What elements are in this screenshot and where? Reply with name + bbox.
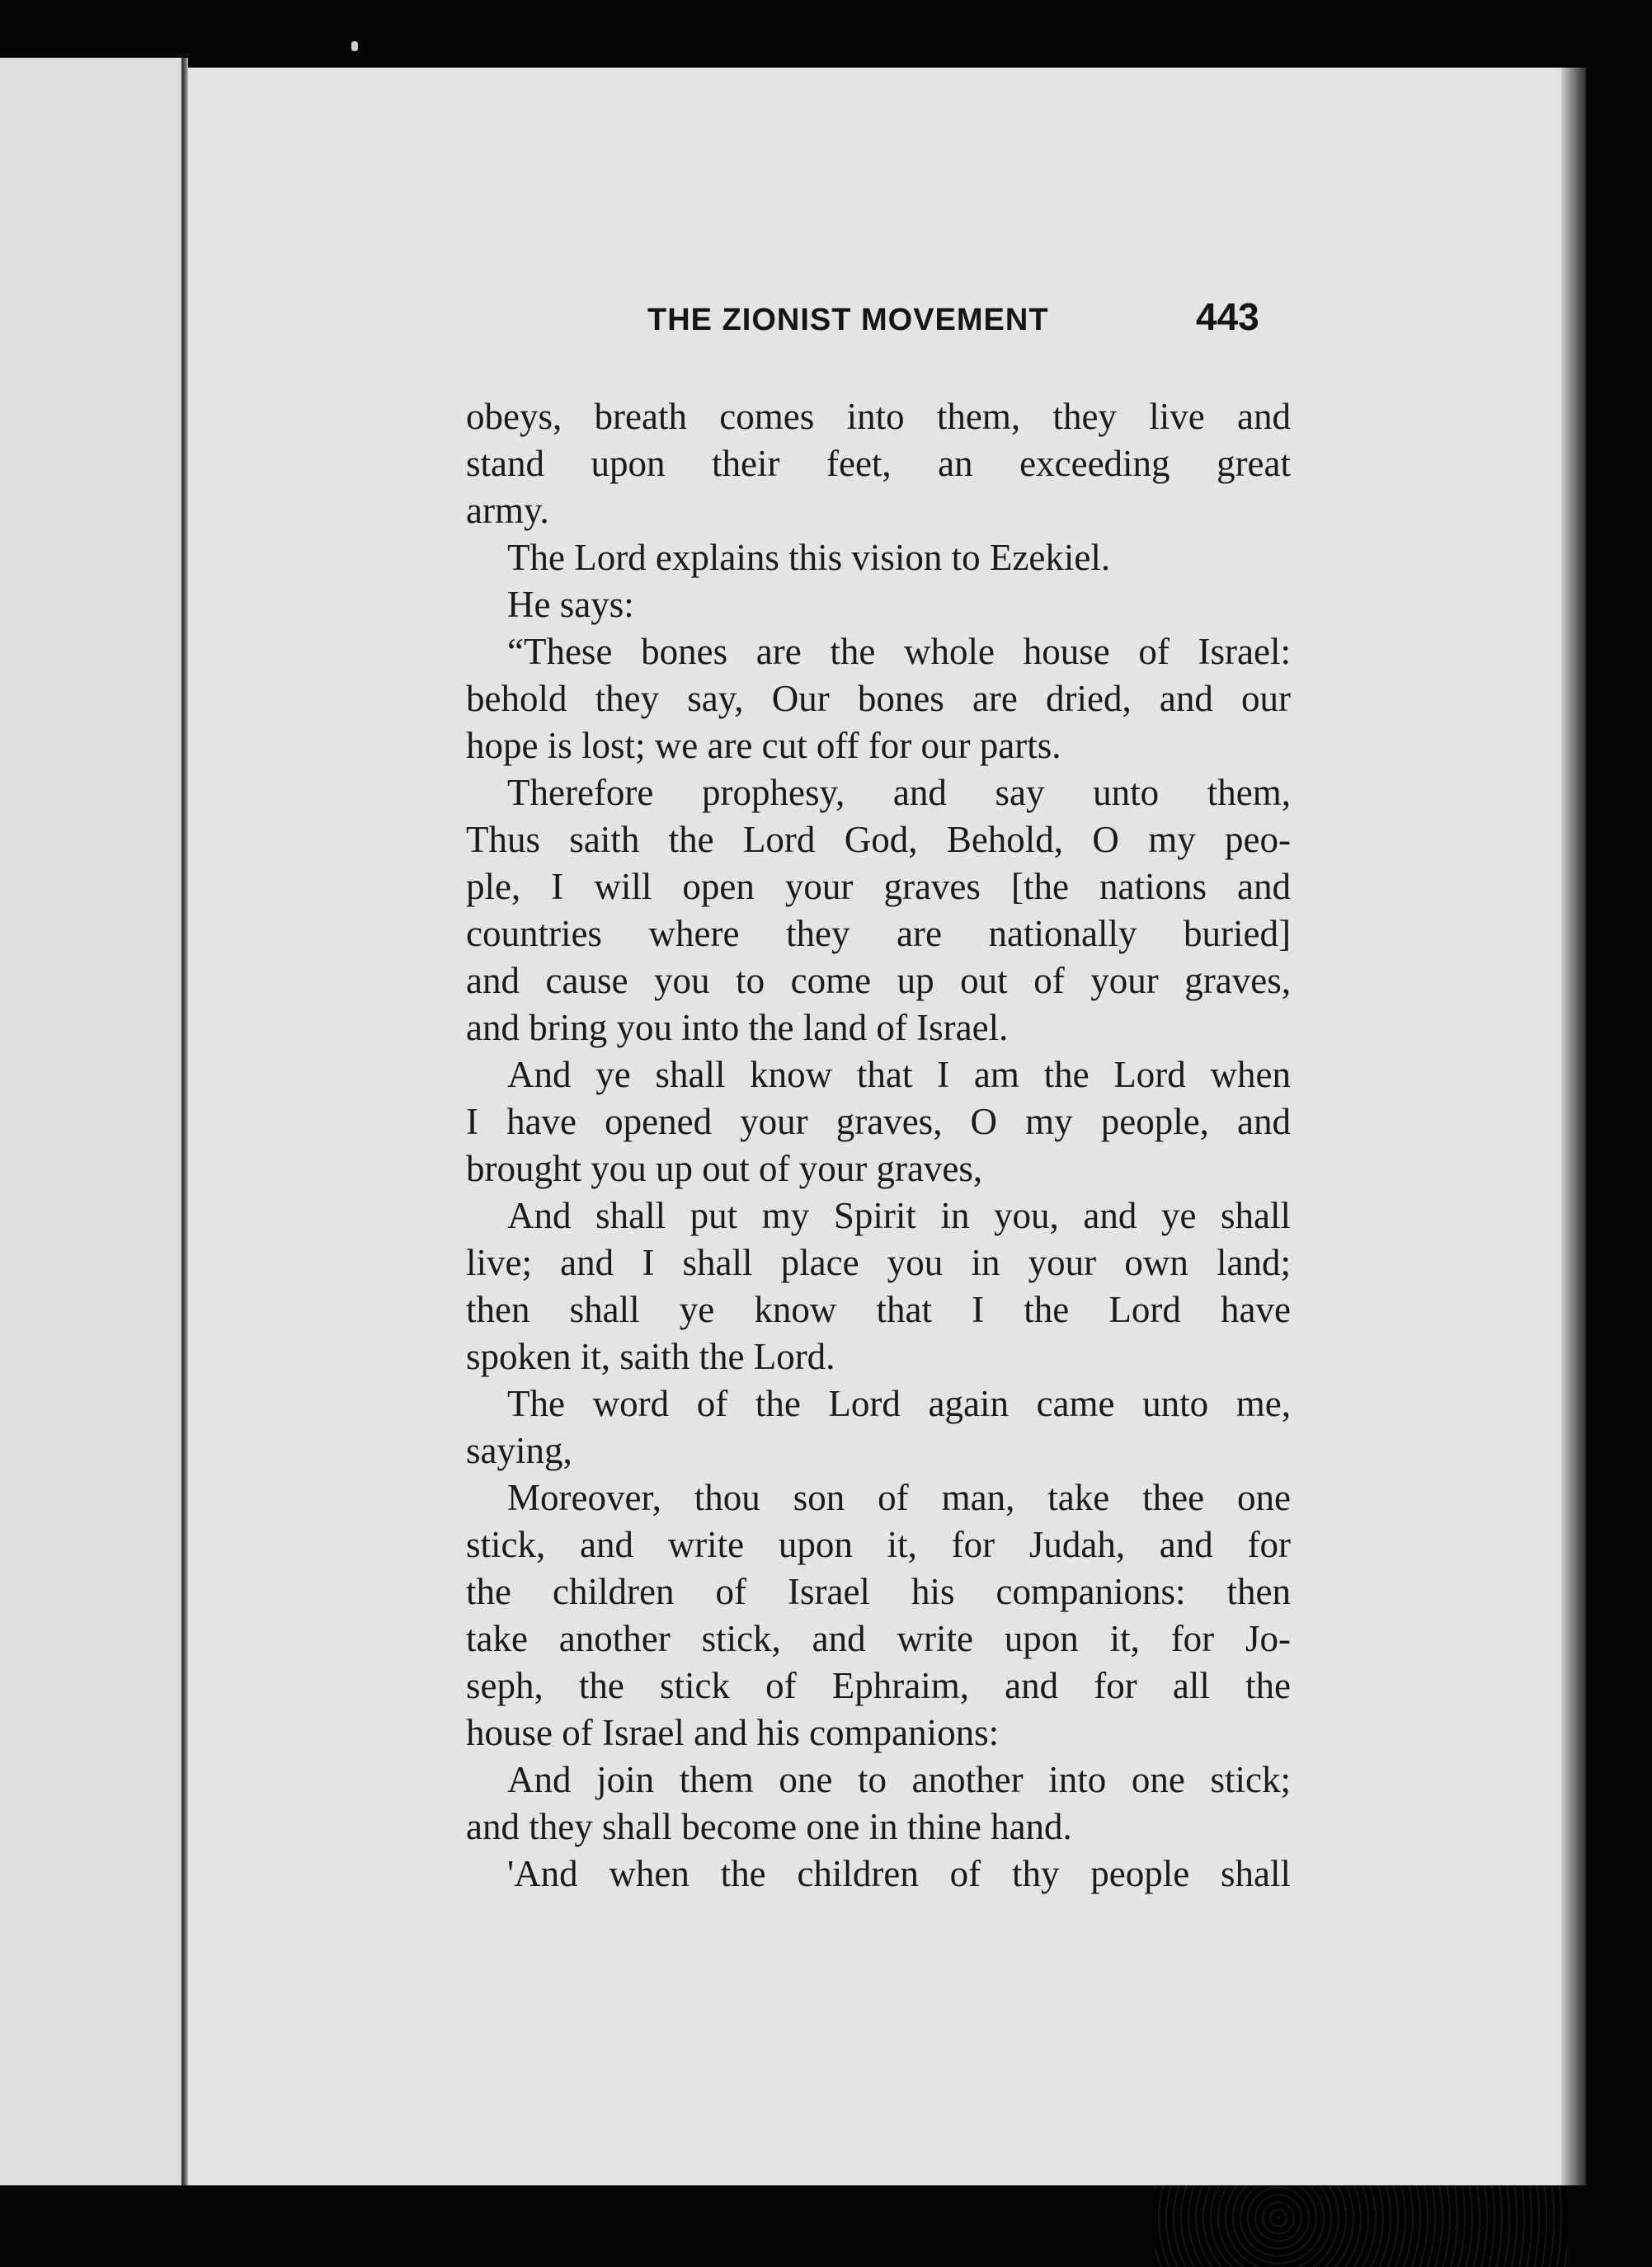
text-line: The Lord explains this vision to Ezekiel.	[507, 537, 1111, 578]
text-line: Thus saith the Lord God, Behold, O my peo-	[466, 819, 1291, 860]
running-head: THE ZIONIST MOVEMENT	[647, 303, 1049, 337]
page-number: 443	[1196, 295, 1259, 338]
text-line: Therefore prophesy, and say unto them,	[507, 772, 1291, 813]
text-line: He says:	[507, 584, 634, 625]
text-line: stick, and write upon it, for Judah, and for	[466, 1524, 1291, 1565]
text-line: obeys, breath comes into them, they live and	[466, 396, 1291, 437]
text-line: stand upon their feet, an exceeding great	[466, 443, 1291, 484]
text-line: The word of the Lord again came unto me,	[507, 1383, 1291, 1424]
text-line: And shall put my Spirit in you, and ye shall	[507, 1195, 1291, 1236]
text-line: and bring you into the land of Israel.	[466, 1007, 1009, 1048]
text-line: behold they say, Our bones are dried, and our	[466, 678, 1291, 719]
text-line: house of Israel and his companions:	[466, 1712, 1000, 1753]
text-line: then shall ye know that I the Lord have	[466, 1289, 1291, 1330]
text-line: live; and I shall place you in your own land;	[466, 1242, 1291, 1283]
scan-speck	[351, 41, 358, 51]
page-edge-shadow	[1561, 68, 1586, 2185]
text-line: and cause you to come up out of your graves,	[466, 960, 1291, 1001]
scan-noise	[1155, 2185, 1567, 2267]
text-line: And join them one to another into one stick;	[507, 1759, 1291, 1800]
text-line: countries where they are nationally buried]	[466, 913, 1291, 954]
text-line: the children of Israel his companions: then	[466, 1571, 1291, 1612]
text-line: and they shall become one in thine hand.	[466, 1806, 1072, 1847]
text-line: 'And when the children of thy people shall	[507, 1853, 1291, 1894]
text-line: army.	[466, 490, 549, 531]
facing-page-edge	[0, 58, 188, 2185]
text-line: take another stick, and write upon it, for Jo-	[466, 1618, 1291, 1659]
text-line: seph, the stick of Ephraim, and for all the	[466, 1665, 1291, 1706]
text-line: ple, I will open your graves [the nations and	[466, 866, 1291, 907]
text-line: spoken it, saith the Lord.	[466, 1336, 835, 1377]
text-line: brought you up out of your graves,	[466, 1148, 983, 1189]
text-line: “These bones are the whole house of Israel:	[507, 631, 1291, 672]
text-line: And ye shall know that I am the Lord when	[507, 1054, 1291, 1095]
text-line: hope is lost; we are cut off for our parts.	[466, 725, 1061, 766]
text-line: Moreover, thou son of man, take thee one	[507, 1477, 1291, 1518]
text-line: saying,	[466, 1430, 572, 1471]
book-gutter	[181, 58, 188, 2185]
text-line: I have opened your graves, O my people, and	[466, 1101, 1291, 1142]
